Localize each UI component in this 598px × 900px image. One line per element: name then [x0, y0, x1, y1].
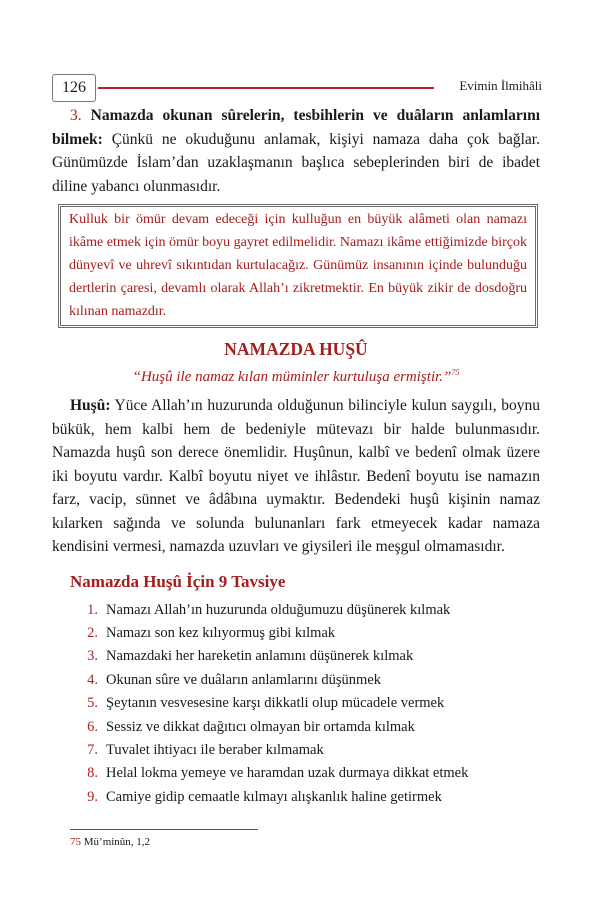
tip-number: 5. — [87, 695, 98, 712]
intro-bold-text: Namazda okunan sûrelerin, tesbihlerin ve duâların anlamlarını bilmek: — [52, 107, 540, 148]
tip-item — [52, 716, 540, 739]
tip-number: 9. — [87, 788, 98, 805]
tips-heading: Namazda Huşû İçin 9 Tavsiye — [70, 571, 286, 591]
intro-number: 3. — [70, 107, 82, 124]
intro-body-text: Çünkü ne okuduğunu anlamak, kişiyi namaza daha çok bağlar. Günümüzde İslam’dan uzaklaşmanın başlıca sebeplerinden biri de ibadet diline yabancı olunmasıdır. — [52, 130, 540, 195]
tip-item — [52, 739, 540, 762]
tip-item — [52, 692, 540, 715]
tip-item — [52, 786, 540, 809]
tip-text: Sessiz ve dikkat dağıtıcı olmayan bir ortamda kılmak — [106, 718, 415, 735]
tip-number: 8. — [87, 765, 98, 782]
tip-text: Namazdaki her hareketin anlamını düşünerek kılmak — [106, 648, 414, 665]
quote-footnote-ref: 75 — [451, 368, 460, 377]
tip-text: Okunan sûre ve duâların anlamlarını düşünmek — [106, 671, 382, 688]
running-title: Evimin İlmihâli — [459, 78, 542, 93]
section-quote — [52, 362, 540, 388]
tip-text: Namazı son kez kılıyormuş gibi kılmak — [106, 624, 336, 641]
tip-number: 3. — [87, 648, 98, 665]
tip-text: Namazı Allah’ın huzurunda olduğumuzu düşünerek kılmak — [106, 601, 451, 618]
tip-text: Helal lokma yemeye ve haramdan uzak durmaya dikkat etmek — [106, 765, 469, 782]
tip-item — [52, 599, 540, 622]
footnote-rule — [70, 829, 258, 830]
footnote-number: 75 — [70, 836, 81, 848]
footnote-text: Mü’minûn, 1,2 — [81, 836, 151, 848]
section-title: NAMAZDA HUŞÛ — [224, 339, 368, 359]
tip-item — [52, 669, 540, 692]
tip-number: 1. — [87, 601, 98, 618]
footnote — [70, 836, 150, 848]
tip-number: 4. — [87, 671, 98, 688]
tip-text: Camiye gidip cemaatle kılmayı alışkanlık haline getirmek — [106, 788, 442, 805]
page-header — [52, 72, 542, 102]
husu-paragraph — [52, 394, 540, 559]
tip-text: Tuvalet ihtiyacı ile beraber kılmamak — [106, 741, 324, 758]
page-number: 126 — [52, 74, 96, 102]
header-rule — [98, 87, 434, 89]
tip-number: 6. — [87, 718, 98, 735]
tip-item — [52, 645, 540, 668]
intro-paragraph — [52, 104, 540, 198]
tip-number: 2. — [87, 624, 98, 641]
tips-list — [52, 599, 540, 810]
quote-text: “Huşû ile namaz kılan müminler kurtuluşa ermiştir.” — [132, 369, 452, 385]
tip-text: Şeytanın vesvesesine karşı dikkatli olup mücadele vermek — [106, 695, 445, 712]
page-content — [52, 104, 540, 809]
tip-number: 7. — [87, 741, 98, 758]
boxed-note: Kulluk bir ömür devam edeceği için kulluğun en büyük alâmeti olan namazı ikâme etmek için ömür boyu gayret edilmelidir. Namazı ikâme ettiğimizde birçok dünyevî ve uhrevî sıkıntıdan kurtulacağız. Günümüz insanının içinde bulunduğu dertlerin çaresi, devamlı olarak Allah’ı zikretmektir. En büyük zikir de dosdoğru kılınan namazdır. — [58, 204, 538, 328]
husu-text: Yüce Allah’ın huzurunda olduğunun bilinciyle kulun saygılı, boynu bükük, hem kalbi hem de bedeniyle mütevazı bir halde bulunmasıdır. Namazda huşû son derece önemlidir. Huşûnun, kalbî ve bedenî olmak üzere iki boyutu vardır. Kalbî boyutu niyet ve ihlâstır. Bedenî boyutu ise namazın farz, vacip, sünnet ve âdâbına uymaktır. Bedendeki huşû kişinin namaz kılarken sağında ve solunda bulunanları fark etmeyecek kadar namaza kendisini vermesi, namazda uzuvları ve giysileri ile meşgul olmamasıdır. — [52, 397, 540, 555]
husu-term: Huşû: — [70, 397, 111, 414]
tip-item — [52, 622, 540, 645]
tip-item — [52, 762, 540, 785]
